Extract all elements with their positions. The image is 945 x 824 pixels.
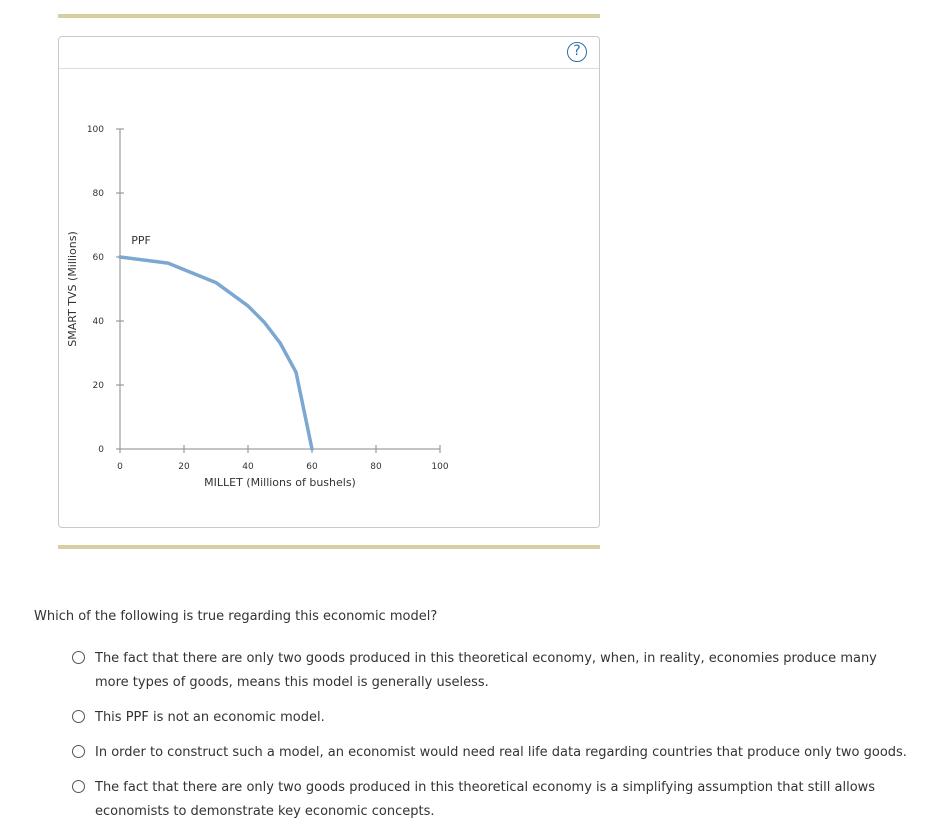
x-axis-title: MILLET (Millions of bushels)	[204, 476, 356, 489]
x-tick-label: 20	[178, 462, 190, 472]
chart-axes	[116, 129, 440, 453]
y-tick-label: 100	[86, 125, 104, 135]
option-label: The fact that there are only two goods produced in this theoretical economy is a simplifying assumption that still allows economists to demonstrate key economic concepts.	[95, 780, 876, 819]
radio-button[interactable]	[72, 745, 85, 758]
x-tick-label: 0	[117, 462, 123, 472]
x-tick-label: 60	[306, 462, 318, 472]
x-tick-label: 100	[431, 462, 449, 472]
answer-option-3[interactable]	[72, 741, 912, 765]
y-tick-label: 60	[92, 253, 104, 263]
x-tick-label: 40	[242, 462, 254, 472]
help-icon[interactable]: ?	[567, 42, 587, 62]
top-divider	[58, 14, 600, 18]
y-axis-title: SMART TVS (Millions)	[66, 231, 79, 347]
option-label: In order to construct such a model, an economist would need real life data regarding countries that produce only two goods.	[95, 745, 907, 760]
answer-option-4[interactable]	[72, 776, 912, 824]
y-tick-label: 0	[98, 445, 104, 455]
x-tick-label: 80	[370, 462, 382, 472]
y-tick-label: 80	[92, 189, 104, 199]
radio-button[interactable]	[72, 651, 85, 664]
y-tick-label: 20	[92, 381, 104, 391]
option-label: This PPF is not an economic model.	[95, 710, 325, 725]
chart-series	[120, 257, 312, 449]
chart-labels	[66, 125, 449, 489]
graph-panel	[58, 36, 600, 528]
radio-button[interactable]	[72, 780, 85, 793]
answer-option-2[interactable]	[72, 706, 912, 730]
ppf-curve	[120, 257, 312, 449]
ppf-annotation: PPF	[131, 234, 151, 248]
question-text: Which of the following is true regarding this economic model?	[34, 609, 438, 624]
bottom-divider	[58, 545, 600, 549]
answer-option-1[interactable]	[72, 647, 912, 695]
radio-button[interactable]	[72, 710, 85, 723]
ppf-chart	[59, 37, 599, 527]
option-label: The fact that there are only two goods produced in this theoretical economy, when, in reality, economies produce many more types of goods, means this model is generally useless.	[95, 651, 877, 690]
y-tick-label: 40	[92, 317, 104, 327]
